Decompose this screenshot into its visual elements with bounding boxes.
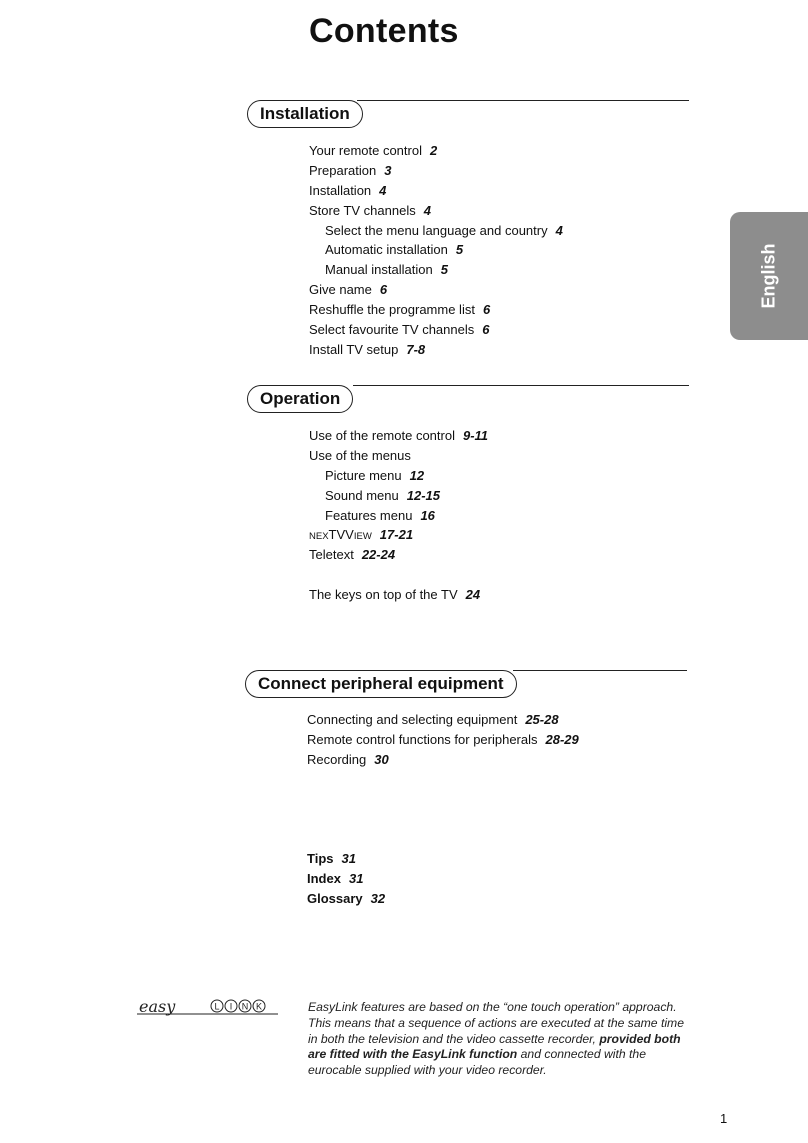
toc-entry-label: Install TV setup	[309, 341, 399, 357]
nextview-v: V	[345, 527, 354, 543]
toc-entry-label: Picture menu	[325, 467, 402, 483]
toc-entry-label: Sound menu	[325, 487, 399, 503]
toc-entry-page: 32	[370, 890, 386, 906]
section-heading-peripheral: Connect peripheral equipment	[245, 670, 517, 698]
toc-entry-label: Your remote control	[309, 143, 422, 158]
toc-entry-page: 28-29	[545, 731, 579, 747]
toc-entry-page: 6	[482, 302, 491, 318]
logo-letter: I	[229, 1001, 233, 1012]
toc-entry-page: 31	[341, 851, 356, 866]
toc-entry-page: 2	[429, 143, 438, 158]
toc-entry-label: Use of the remote control	[309, 428, 455, 443]
toc-entry-label: Index	[307, 870, 341, 886]
toc-entry-label: Tips	[307, 851, 334, 866]
toc-entry-page: 6	[379, 282, 388, 298]
toc-entry-label: Manual installation	[325, 262, 433, 278]
section-rule	[353, 385, 689, 386]
toc-list-operation	[309, 426, 488, 605]
toc-entry[interactable]	[309, 585, 488, 605]
toc-entry-label: Preparation	[309, 162, 377, 178]
toc-entry[interactable]	[307, 730, 579, 750]
section-rule	[357, 100, 689, 101]
language-tab-label: English	[758, 243, 779, 309]
toc-entry[interactable]	[309, 545, 488, 565]
section-header-peripheral	[245, 670, 687, 698]
toc-entry-page: 12	[409, 467, 425, 483]
toc-entry[interactable]	[309, 320, 563, 340]
section-heading-operation: Operation	[247, 385, 353, 413]
toc-entry-page: 4	[423, 202, 431, 218]
toc-entry-page: 4	[379, 182, 387, 198]
toc-entry-page: 30	[374, 751, 389, 767]
toc-entry[interactable]	[309, 340, 563, 360]
toc-entry-label: Store TV channels	[309, 202, 416, 218]
easylink-description	[308, 1000, 693, 1079]
toc-list-peripheral	[307, 710, 579, 770]
spacer	[309, 565, 488, 585]
toc-entry[interactable]	[309, 426, 488, 446]
toc-entry-label: Use of the menus	[309, 447, 411, 463]
toc-entry-nextview[interactable]	[309, 525, 488, 545]
logo-letter: K	[255, 1001, 263, 1012]
toc-entry-page: 7-8	[406, 341, 426, 357]
section-header-operation	[247, 385, 689, 413]
page-title: Contents	[309, 12, 459, 50]
nextview-suffix: IEW	[353, 531, 372, 543]
section-rule	[513, 670, 687, 671]
toc-entry-label: Select the menu language and country	[325, 222, 548, 238]
logo-letter: N	[241, 1001, 249, 1012]
nextview-prefix: NEX	[309, 531, 329, 543]
toc-subentry[interactable]	[309, 506, 488, 526]
toc-entry[interactable]	[309, 161, 563, 181]
toc-subentry[interactable]	[309, 221, 563, 241]
toc-entry-label: The keys on top of the TV	[309, 587, 458, 603]
toc-entry-label: Connecting and selecting equipment	[307, 712, 518, 727]
toc-entry-index[interactable]	[307, 869, 385, 889]
section-header-installation	[247, 100, 689, 128]
toc-list-installation	[309, 141, 563, 360]
toc-entry[interactable]	[307, 710, 579, 730]
toc-entry[interactable]	[309, 280, 563, 300]
toc-entry-page: 16	[420, 507, 435, 523]
toc-list-extras	[307, 849, 385, 909]
toc-entry-label: Give name	[309, 282, 372, 298]
page-number: 1	[720, 1111, 728, 1126]
easylink-text-a: EasyLink features are based on the “one touch operation” approach. This means that a sequence of actions are executed at the same time in both the television and the video cassette recorder,	[308, 1000, 684, 1046]
toc-entry-page: 24	[465, 587, 481, 603]
toc-entry-page: 5	[455, 242, 464, 258]
toc-entry[interactable]	[309, 141, 563, 161]
logo-script: easy	[139, 997, 176, 1016]
toc-entry-tips[interactable]	[307, 849, 385, 869]
nextview-tv: TV	[328, 527, 346, 543]
toc-entry-label: Recording	[307, 751, 367, 767]
toc-subentry[interactable]	[309, 486, 488, 506]
toc-entry[interactable]	[309, 201, 563, 221]
toc-entry[interactable]	[309, 446, 488, 466]
toc-entry-page: 22-24	[361, 547, 396, 563]
toc-entry-page: 31	[348, 870, 364, 886]
toc-entry-glossary[interactable]	[307, 889, 385, 909]
toc-entry-label: Glossary	[307, 890, 363, 906]
toc-entry-page: 6	[482, 322, 490, 338]
toc-entry[interactable]	[307, 750, 579, 770]
toc-subentry[interactable]	[309, 260, 563, 280]
toc-entry-page: 25-28	[525, 712, 559, 727]
toc-entry[interactable]	[309, 300, 563, 320]
toc-entry-label: Installation	[309, 182, 372, 198]
section-heading-installation: Installation	[247, 100, 363, 128]
toc-entry-label: Automatic installation	[325, 242, 448, 258]
easylink-text-bold: provided both are fitted with the EasyLink function	[308, 1031, 681, 1062]
toc-entry[interactable]	[309, 181, 563, 201]
toc-subentry[interactable]	[309, 240, 563, 260]
toc-entry-page: 9-11	[462, 428, 489, 443]
toc-entry-label: Features menu	[325, 507, 413, 523]
toc-entry-page: 17-21	[379, 527, 414, 543]
logo-letter: L	[214, 1001, 220, 1012]
toc-entry-label	[309, 527, 372, 542]
toc-entry-page: 3	[384, 162, 392, 178]
toc-entry-label: Select favourite TV channels	[309, 322, 475, 338]
toc-entry-page: 4	[555, 222, 563, 238]
toc-entry-label: Reshuffle the programme list	[309, 302, 475, 318]
language-tab	[730, 212, 808, 340]
toc-subentry[interactable]	[309, 466, 488, 486]
toc-entry-label: Teletext	[309, 547, 354, 563]
toc-entry-label: Remote control functions for peripherals	[307, 731, 538, 747]
toc-entry-page: 12-15	[406, 487, 440, 503]
easylink-logo	[135, 995, 280, 1023]
toc-entry-page: 5	[440, 262, 448, 278]
easylink-text-c: and connected with the eurocable supplied with your video recorder.	[308, 1047, 646, 1078]
